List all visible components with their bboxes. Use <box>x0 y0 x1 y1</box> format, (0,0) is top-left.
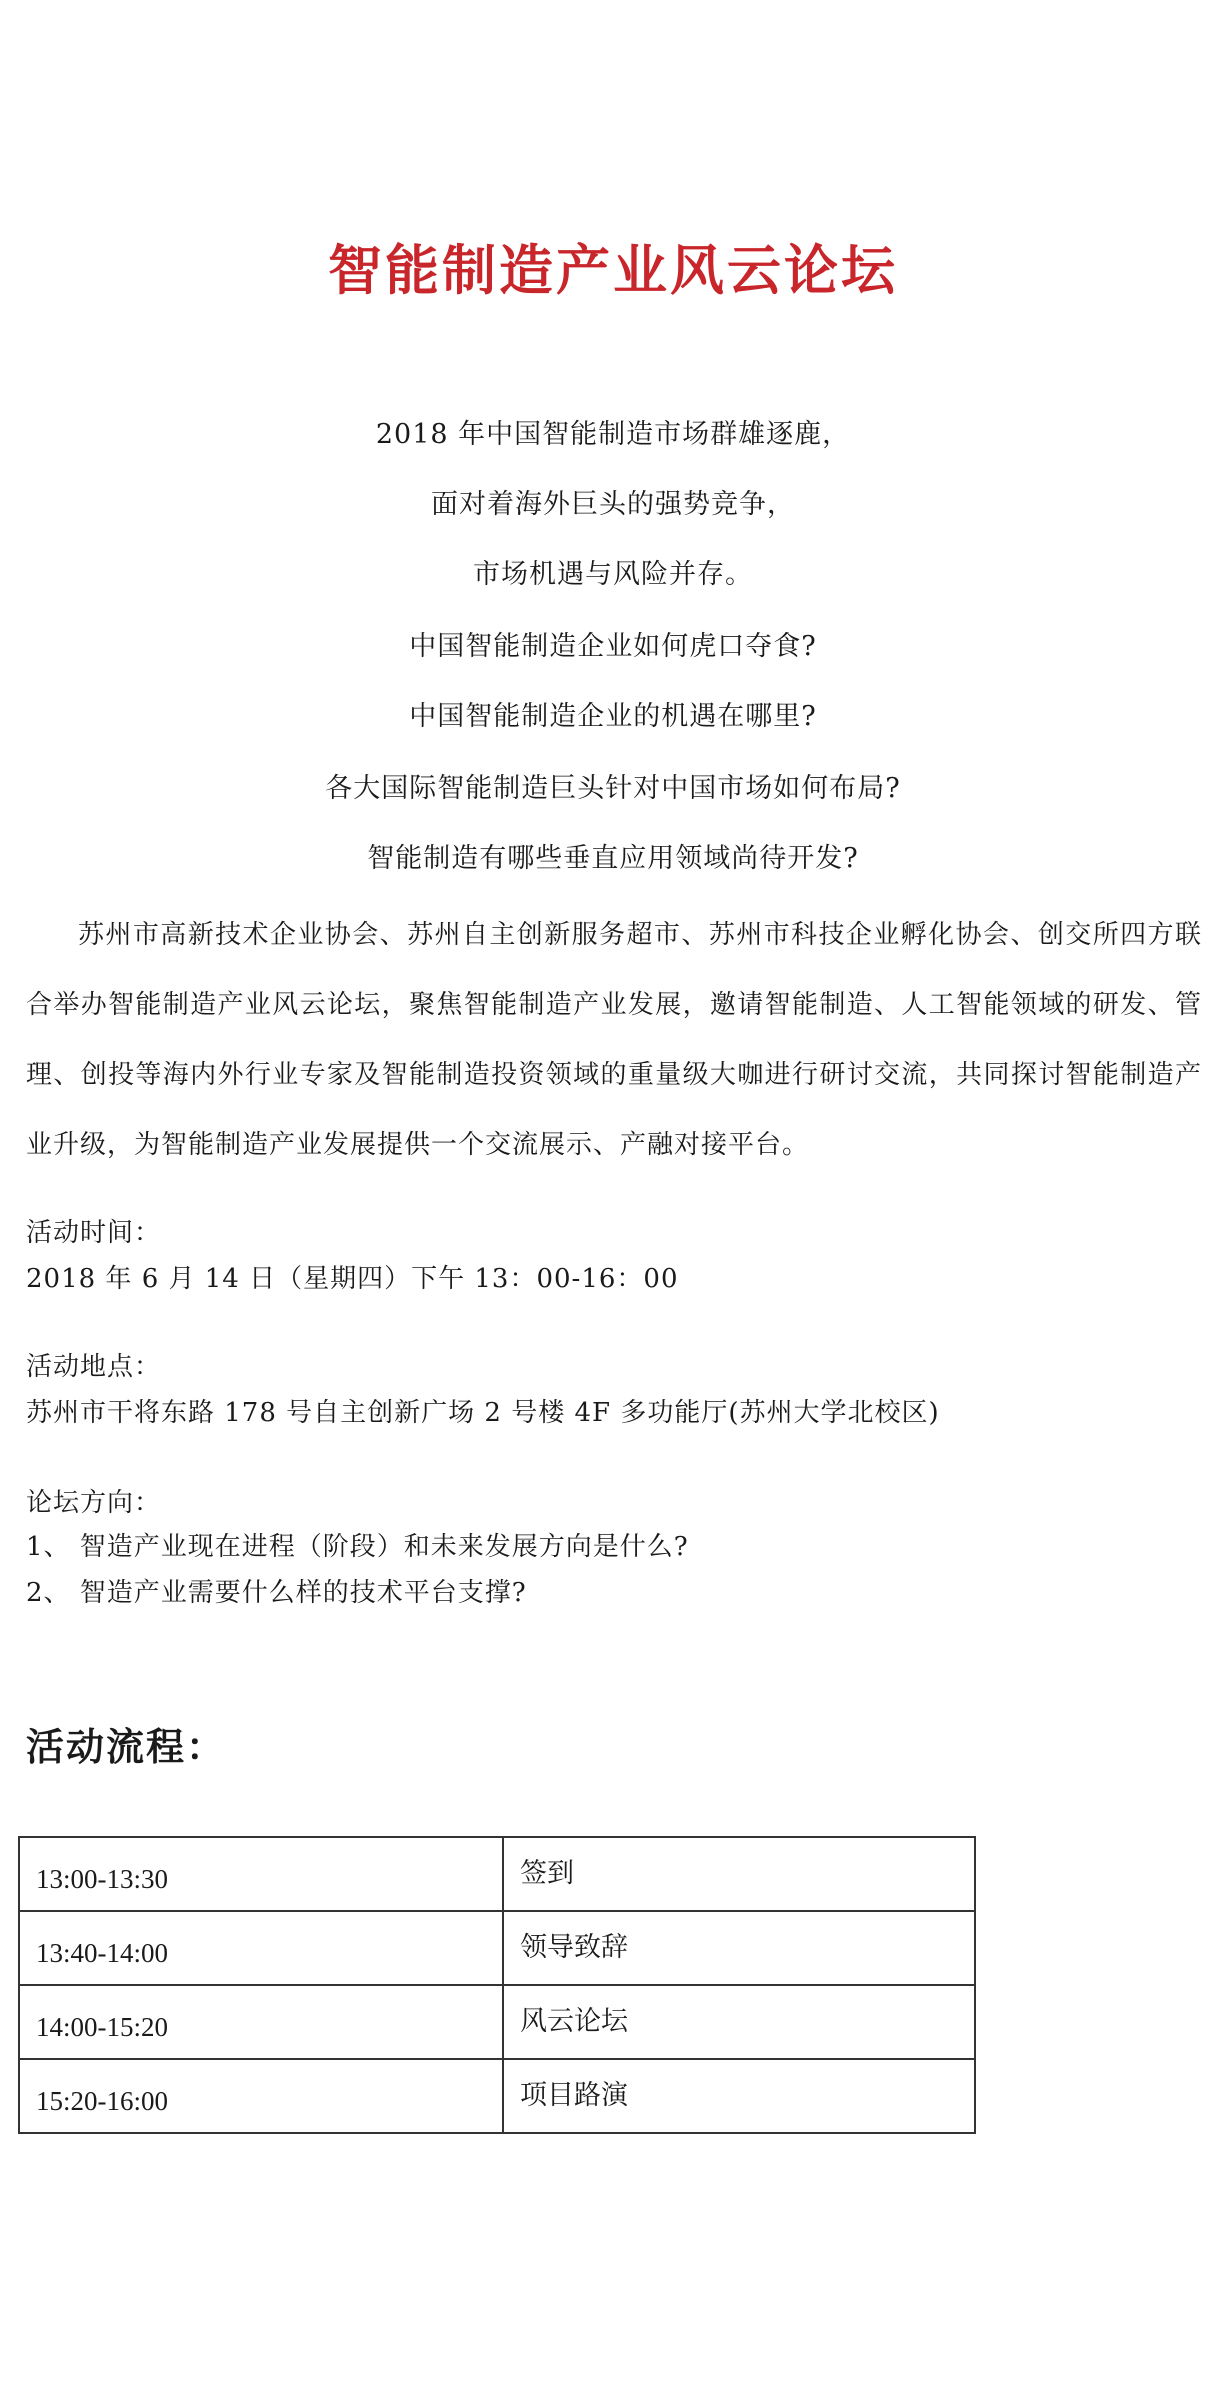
schedule-time: 14:00-15:20 <box>19 1985 503 2059</box>
schedule-item: 风云论坛 <box>503 1985 975 2059</box>
table-row <box>19 1985 975 2059</box>
forum-topics-label: 论坛方向： <box>26 1488 162 1518</box>
schedule-heading: 活动流程： <box>26 1724 227 1769</box>
lead-line: 各大国际智能制造巨头针对中国市场如何布局? <box>325 773 901 804</box>
lead-line: 2018 年中国智能制造市场群雄逐鹿， <box>375 419 851 450</box>
schedule-item: 签到 <box>503 1837 975 1911</box>
lead-line: 市场机遇与风险并存。 <box>473 559 753 590</box>
table-row <box>19 2059 975 2133</box>
schedule-time: 13:40-14:00 <box>19 1911 503 1985</box>
event-time-value: 2018 年 6 月 14 日（星期四）下午 13：00-16：00 <box>26 1264 679 1294</box>
schedule-item: 项目路演 <box>503 2059 975 2133</box>
lead-line: 智能制造有哪些垂直应用领域尚待开发? <box>367 843 859 874</box>
schedule-item: 领导致辞 <box>503 1911 975 1985</box>
page-title: 智能制造产业风云论坛 <box>328 238 898 302</box>
table-row <box>19 1837 975 1911</box>
event-time-label: 活动时间： <box>26 1218 162 1248</box>
intro-paragraph: 苏州市高新技术企业协会、苏州自主创新服务超市、苏州市科技企业孵化协会、创交所四方联合举办智能制造产业风云论坛，聚焦智能制造产业发展，邀请智能制造、人工智能领域的研发、管理、创投等海内外行业专家及智能制造投资领域的重量级大咖进行研讨交流，共同探讨智能制造产业升级，为智能制造产业发展提供一个交流展示、产融对接平台。 <box>26 920 1202 1160</box>
lead-line: 面对着海外巨头的强势竞争， <box>431 489 795 520</box>
table-row <box>19 1911 975 1985</box>
lead-line: 中国智能制造企业的机遇在哪里? <box>409 701 817 732</box>
schedule-time: 13:00-13:30 <box>19 1837 503 1911</box>
event-location-value: 苏州市干将东路 178 号自主创新广场 2 号楼 4F 多功能厅(苏州大学北校区) <box>26 1398 940 1428</box>
forum-topic-item: 2、 智造产业需要什么样的技术平台支撑? <box>26 1578 527 1608</box>
lead-line: 中国智能制造企业如何虎口夺食? <box>409 631 817 662</box>
schedule-time: 15:20-16:00 <box>19 2059 503 2133</box>
forum-topic-item: 1、 智造产业现在进程（阶段）和未来发展方向是什么? <box>26 1532 689 1562</box>
schedule-table <box>18 1836 976 2134</box>
event-location-label: 活动地点： <box>26 1352 162 1382</box>
